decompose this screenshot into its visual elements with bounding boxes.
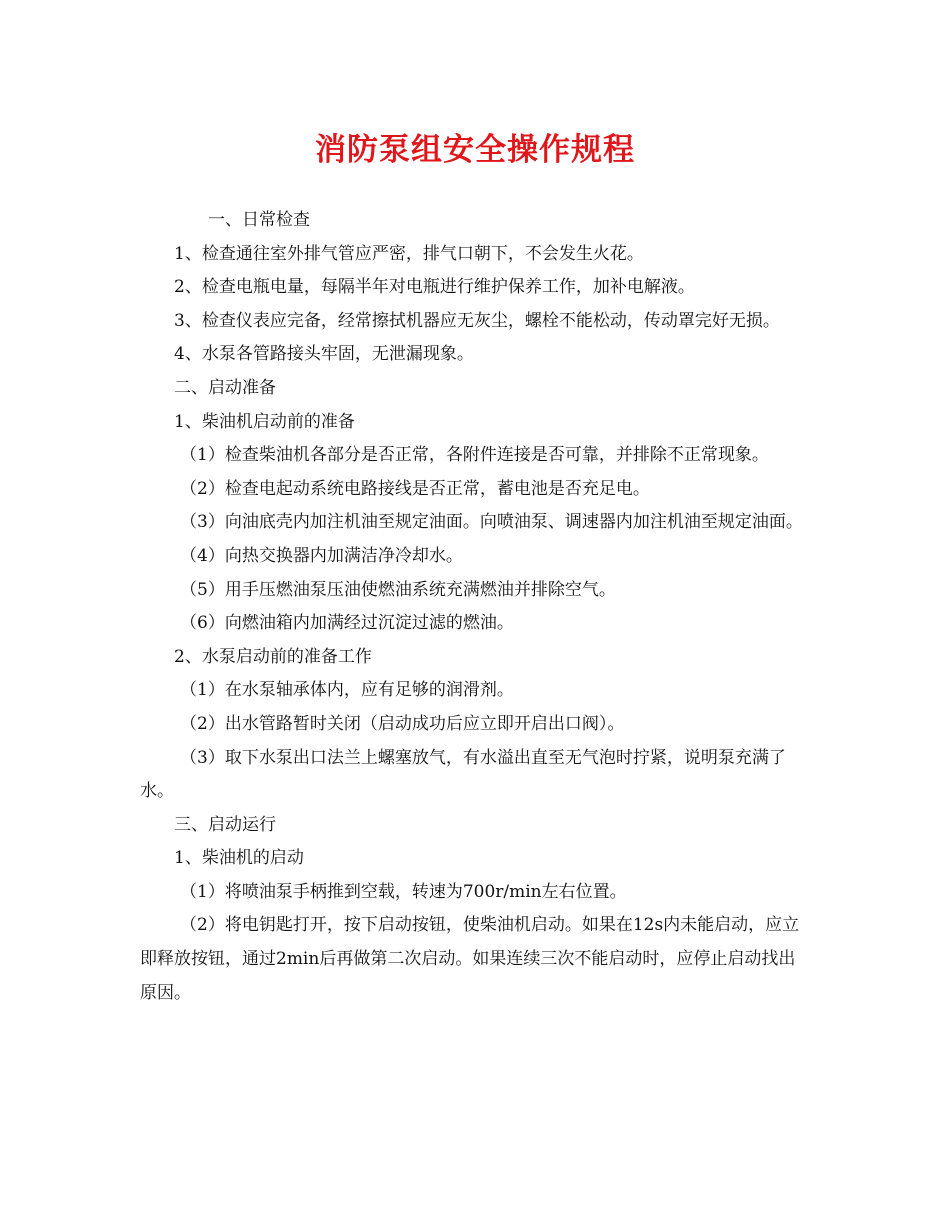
paragraph: （2）将电钥匙打开，按下启动按钮，使柴油机启动。如果在12s内未能启动，应立即释放按钮，通过2min后再做第二次启动。如果连续三次不能启动时，应停止启动找出原因。	[140, 915, 800, 1003]
subsection-heading: 1、柴油机的启动	[174, 848, 304, 869]
paragraph: 1、检查通往室外排气管应严密，排气口朝下，不会发生火花。	[174, 243, 644, 264]
paragraph: （6）向燃油箱内加满经过沉淀过滤的燃油。	[180, 613, 514, 634]
document-title: 消防泵组安全操作规程	[315, 132, 635, 168]
paragraph: （3）向油底壳内加注机油至规定油面。向喷油泵、调速器内加注机油至规定油面。	[180, 512, 803, 533]
paragraph: （1）在水泵轴承体内，应有足够的润滑剂。	[180, 680, 514, 701]
section-heading: 一、日常检查	[208, 210, 310, 230]
document-body	[140, 204, 812, 1010]
subsection-heading: 2、水泵启动前的准备工作	[174, 646, 372, 667]
paragraph: （5）用手压燃油泵压油使燃油系统充满燃油并排除空气。	[180, 579, 616, 600]
paragraph: （2）出水管路暂时关闭（启动成功后应立即开启出口阀）。	[180, 713, 625, 734]
paragraph: （2）检查电起动系统电路接线是否正常，蓄电池是否充足电。	[180, 478, 650, 499]
paragraph: （3）取下水泵出口法兰上螺塞放气，有水溢出直至无气泡时拧紧，说明泵充满了水。	[140, 747, 786, 802]
paragraph: 2、检查电瓶电量，每隔半年对电瓶进行维护保养工作，加补电解液。	[174, 277, 695, 298]
paragraph: （4）向热交换器内加满洁净冷却水。	[180, 545, 463, 566]
section-heading: 三、启动运行	[174, 814, 276, 835]
section-heading: 二、启动准备	[174, 377, 276, 398]
paragraph: 4、水泵各管路接头牢固，无泄漏现象。	[174, 344, 474, 365]
paragraph: 3、检查仪表应完备，经常擦拭机器应无灰尘，螺栓不能松动，传动罩完好无损。	[174, 310, 780, 331]
paragraph: （1）检查柴油机各部分是否正常，各附件连接是否可靠，并排除不正常现象。	[180, 445, 769, 466]
paragraph: （1）将喷油泵手柄推到空载，转速为700r/min左右位置。	[180, 881, 627, 902]
subsection-heading: 1、柴油机启动前的准备	[174, 411, 355, 432]
